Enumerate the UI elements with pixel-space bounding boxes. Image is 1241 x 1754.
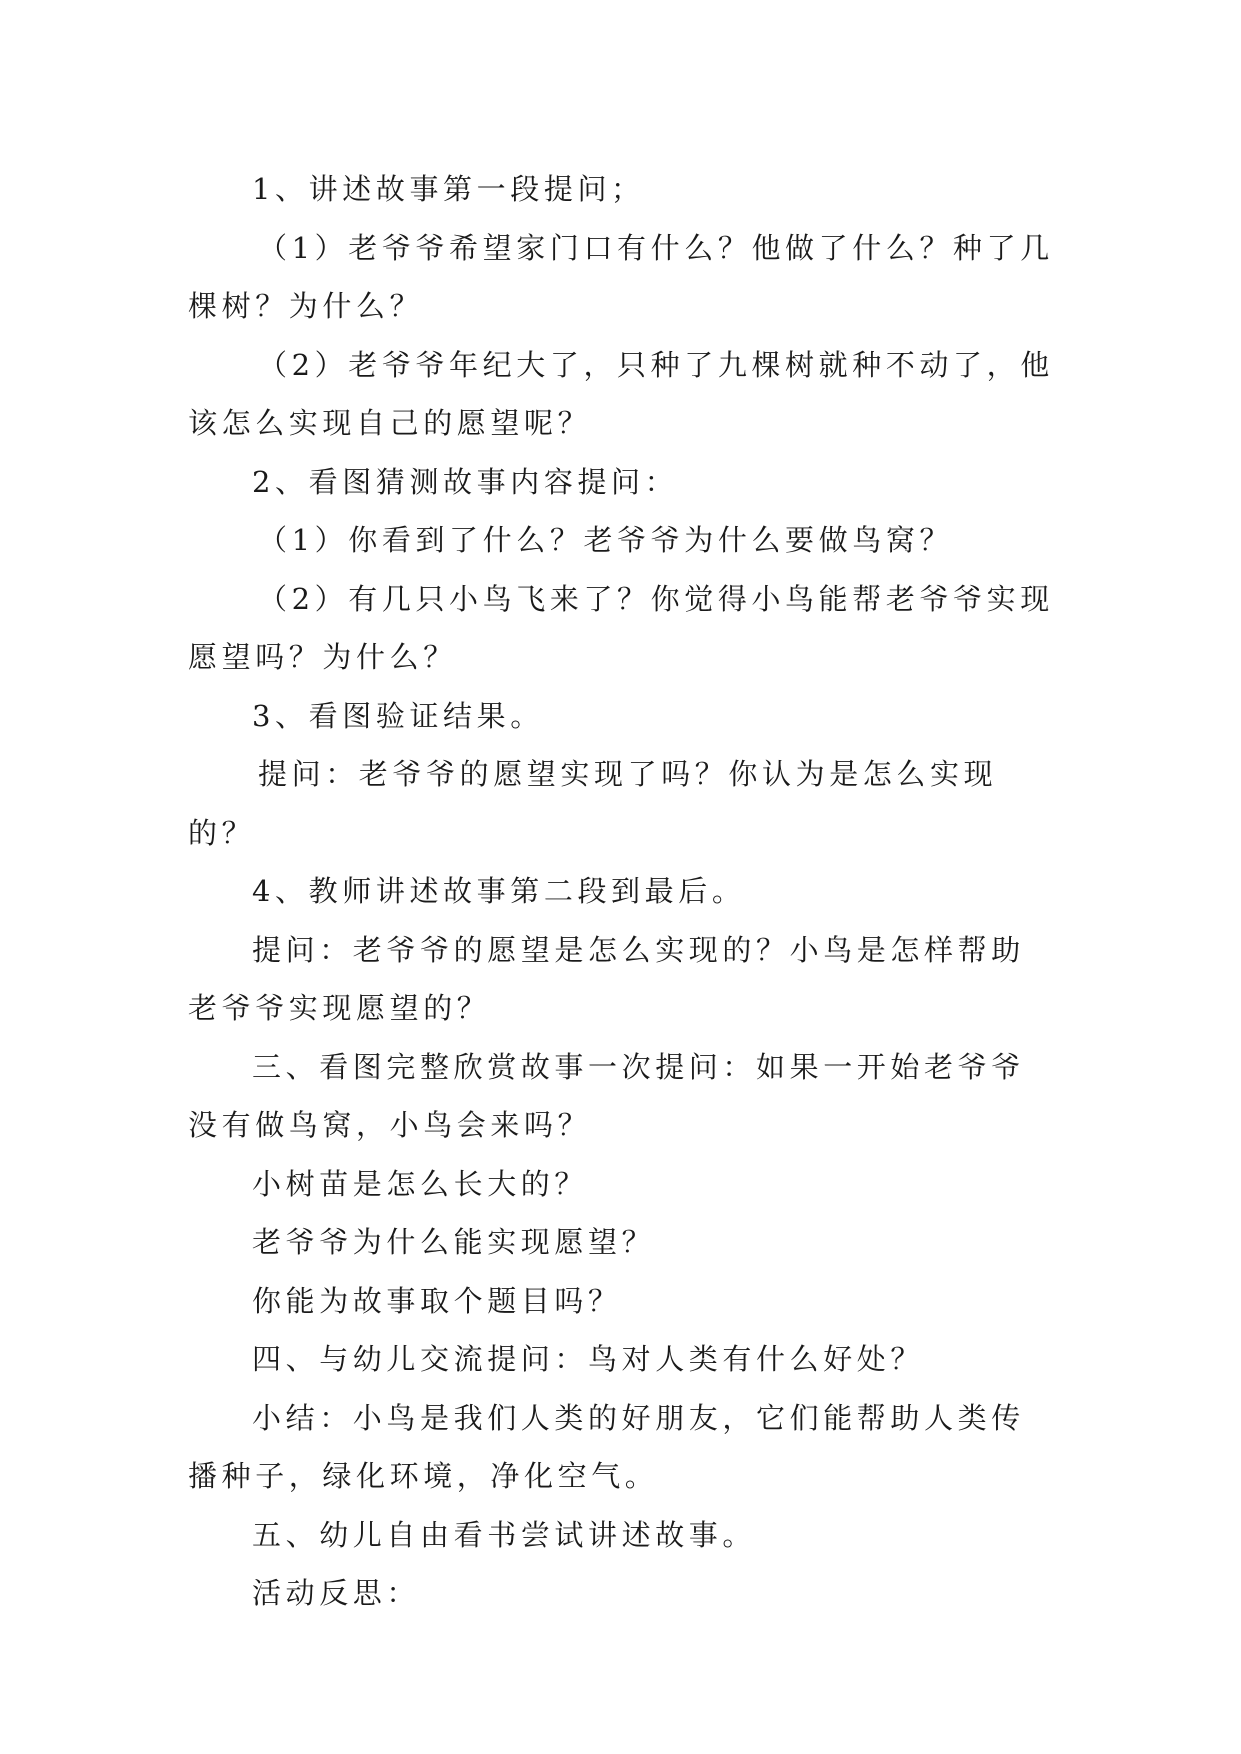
paragraph-question-1-2: （2）老爷爷年纪大了，只种了九棵树就种不动了，他该怎么实现自己的愿望呢？ (188, 347, 1054, 440)
paragraph-question-1-1: （1）老爷爷希望家门口有什么？他做了什么？种了几棵树？为什么？ (188, 230, 1054, 323)
paragraph-question-sapling: 小树苗是怎么长大的？ (252, 1166, 589, 1201)
paragraph-question-title: 你能为故事取个题目吗？ (252, 1283, 622, 1318)
paragraph-step-4: 4、教师讲述故事第二段到最后。 (252, 874, 746, 908)
paragraph-section-three: 三、看图完整欣赏故事一次提问：如果一开始老爷爷没有做鸟窝，小鸟会来吗？ (188, 1049, 1025, 1142)
paragraph-reflection: 活动反思： (252, 1576, 421, 1610)
paragraph-step-3: 3、看图验证结果。 (252, 698, 544, 733)
paragraph-question-wish: 老爷爷为什么能实现愿望？ (252, 1225, 656, 1259)
paragraph-section-five: 五、幼儿自由看书尝试讲述故事。 (252, 1517, 757, 1552)
paragraph-question-3: 提问：老爷爷的愿望实现了吗？你认为是怎么实现的？ (188, 757, 998, 850)
document-body (188, 160, 1058, 1623)
paragraph-summary: 小结：小鸟是我们人类的好朋友，它们能帮助人类传播种子，绿化环境，净化空气。 (188, 1400, 1025, 1493)
paragraph-question-2-1: （1）你看到了什么？老爷爷为什么要做鸟窝？ (258, 523, 954, 557)
paragraph-question-4: 提问：老爷爷的愿望是怎么实现的？小鸟是怎样帮助老爷爷实现愿望的？ (188, 932, 1025, 1025)
paragraph-step-1: 1、讲述故事第一段提问； (252, 172, 645, 206)
paragraph-step-2: 2、看图猜测故事内容提问： (252, 464, 679, 499)
paragraph-section-four: 四、与幼儿交流提问：鸟对人类有什么好处？ (252, 1342, 925, 1376)
paragraph-question-2-2: （2）有几只小鸟飞来了？你觉得小鸟能帮老爷爷实现愿望吗？为什么？ (188, 581, 1054, 674)
